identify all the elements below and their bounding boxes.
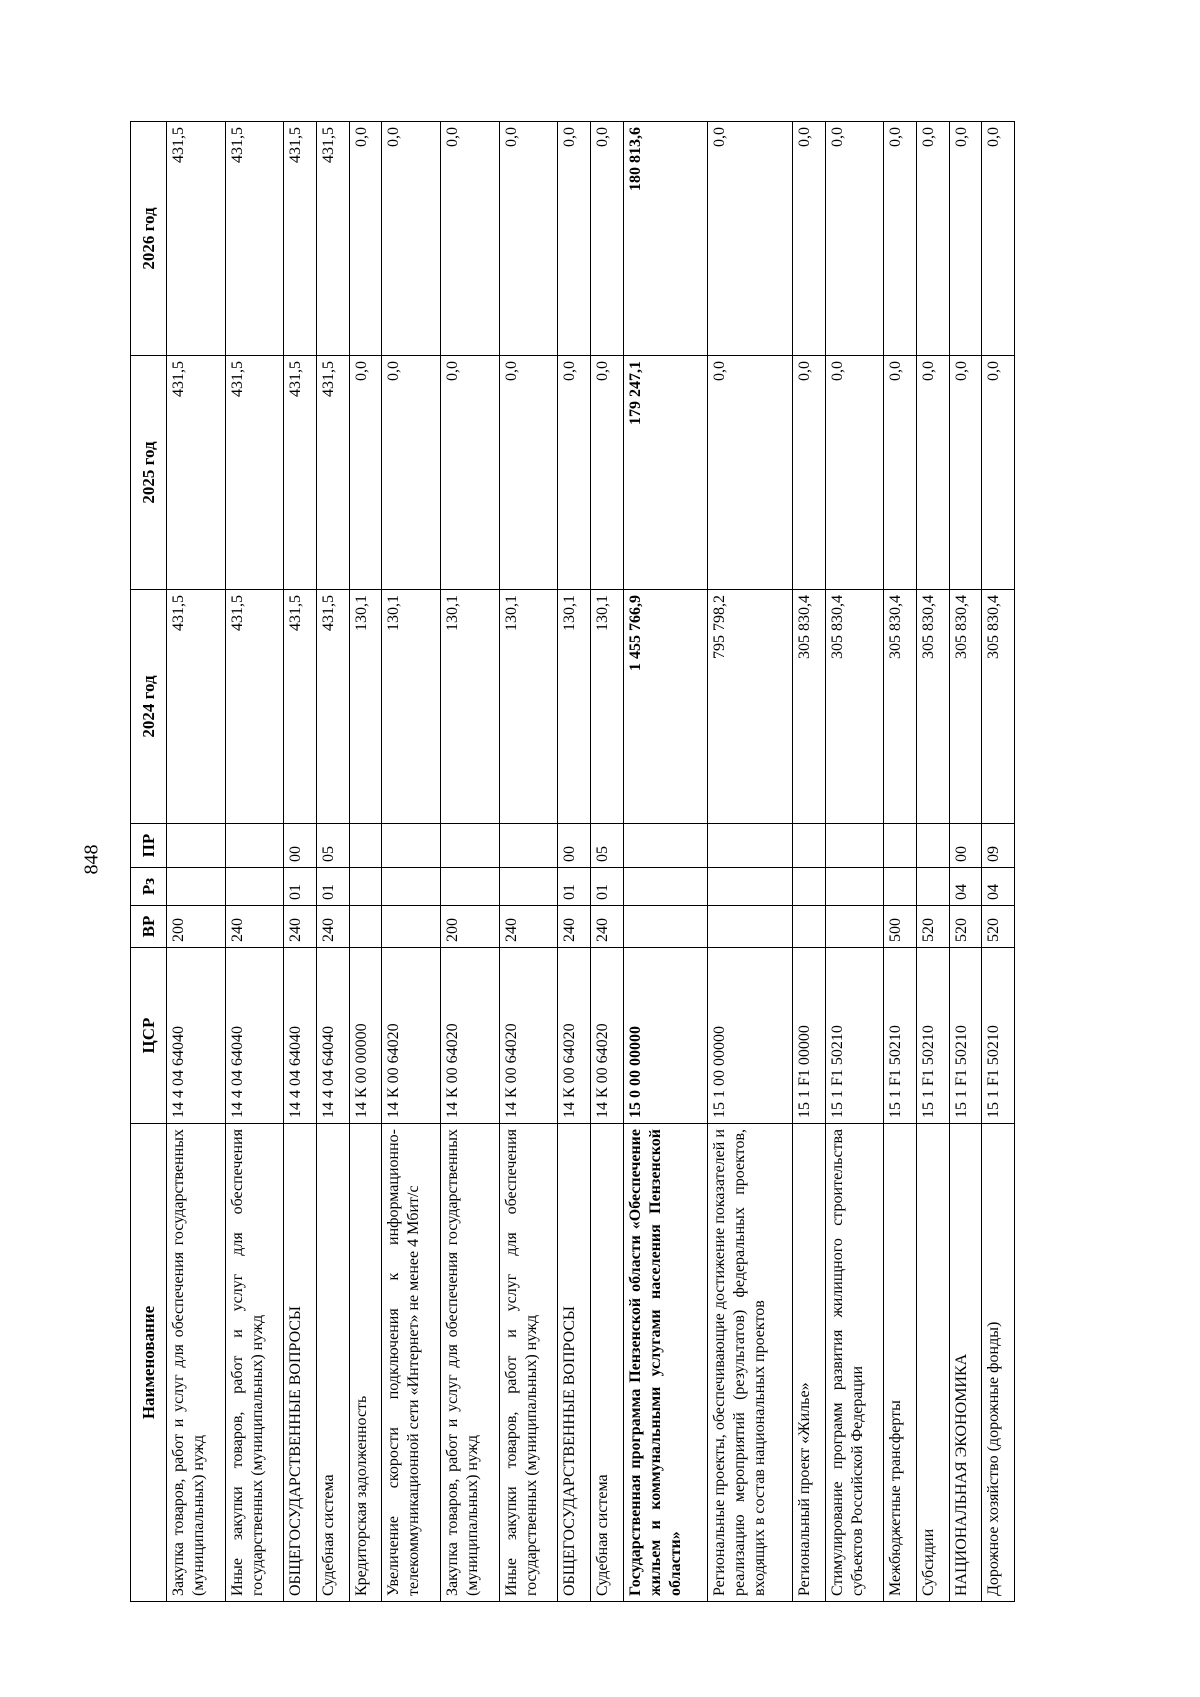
- table-row: [590, 122, 623, 1602]
- cell-vr: [708, 906, 793, 948]
- cell-name: Межбюджетные трансферты: [884, 1124, 917, 1602]
- cell-pr: [825, 824, 884, 868]
- cell-pr: [793, 824, 826, 868]
- cell-y2026: 180 813,6: [623, 122, 708, 356]
- cell-y2026: 0,0: [917, 122, 950, 356]
- cell-vr: 200: [167, 906, 226, 948]
- cell-vr: [793, 906, 826, 948]
- cell-pr: [884, 824, 917, 868]
- cell-y2025: 0,0: [349, 356, 382, 590]
- cell-csr: 14 К 00 64020: [590, 948, 623, 1124]
- table-row: [440, 122, 499, 1602]
- header-vr: ВР: [131, 906, 167, 948]
- cell-y2026: 0,0: [884, 122, 917, 356]
- cell-y2025: 0,0: [884, 356, 917, 590]
- cell-pr: [917, 824, 950, 868]
- table-row: [623, 122, 708, 1602]
- cell-rz: 01: [284, 868, 317, 906]
- table-row: [317, 122, 350, 1602]
- cell-vr: 240: [558, 906, 591, 948]
- cell-pr: [708, 824, 793, 868]
- cell-name: Дорожное хозяйство (дорожные фонды): [982, 1124, 1015, 1602]
- cell-vr: 240: [590, 906, 623, 948]
- cell-y2026: 431,5: [167, 122, 226, 356]
- table-body: [167, 122, 1015, 1602]
- cell-name: Судебная система: [590, 1124, 623, 1602]
- cell-y2024: 130,1: [349, 590, 382, 824]
- cell-rz: 01: [317, 868, 350, 906]
- cell-y2025: 431,5: [284, 356, 317, 590]
- cell-y2026: 0,0: [708, 122, 793, 356]
- cell-pr: 09: [982, 824, 1015, 868]
- header-csr: ЦСР: [131, 948, 167, 1124]
- cell-y2026: 0,0: [590, 122, 623, 356]
- budget-table: [130, 121, 1015, 1602]
- cell-vr: 240: [225, 906, 284, 948]
- cell-csr: 14 4 04 64040: [317, 948, 350, 1124]
- cell-pr: [167, 824, 226, 868]
- cell-rz: [499, 868, 558, 906]
- cell-vr: 500: [884, 906, 917, 948]
- cell-rz: [382, 868, 441, 906]
- cell-csr: 14 4 04 64040: [284, 948, 317, 1124]
- cell-rz: [623, 868, 708, 906]
- cell-rz: [349, 868, 382, 906]
- cell-y2025: 431,5: [317, 356, 350, 590]
- cell-csr: 15 1 F1 50210: [917, 948, 950, 1124]
- cell-name: Кредиторская задолженность: [349, 1124, 382, 1602]
- cell-y2024: 431,5: [284, 590, 317, 824]
- cell-pr: 00: [558, 824, 591, 868]
- table-row: [349, 122, 382, 1602]
- cell-y2025: 0,0: [382, 356, 441, 590]
- cell-y2025: 0,0: [440, 356, 499, 590]
- cell-y2026: 0,0: [982, 122, 1015, 356]
- cell-y2026: 0,0: [349, 122, 382, 356]
- cell-y2026: 0,0: [558, 122, 591, 356]
- cell-name: Стимулирование программ развития жилищного строительства субъектов Российской Федерации: [825, 1124, 884, 1602]
- cell-csr: 14 К 00 00000: [349, 948, 382, 1124]
- cell-y2025: 0,0: [590, 356, 623, 590]
- cell-y2026: 0,0: [499, 122, 558, 356]
- cell-y2026: 431,5: [225, 122, 284, 356]
- cell-csr: 15 1 F1 50210: [949, 948, 982, 1124]
- cell-pr: [225, 824, 284, 868]
- cell-y2025: 179 247,1: [623, 356, 708, 590]
- cell-name: Иные закупки товаров, работ и услуг для обеспечения государственных (муниципальных) нужд: [499, 1124, 558, 1602]
- cell-y2025: 0,0: [949, 356, 982, 590]
- cell-y2024: 130,1: [382, 590, 441, 824]
- cell-y2024: 305 830,4: [917, 590, 950, 824]
- cell-rz: [440, 868, 499, 906]
- cell-pr: 05: [317, 824, 350, 868]
- cell-name: НАЦИОНАЛЬНАЯ ЭКОНОМИКА: [949, 1124, 982, 1602]
- cell-vr: 520: [982, 906, 1015, 948]
- cell-name: Государственная программа Пензенской области «Обеспечение жильем и коммунальными услугами населения Пензенской области»: [623, 1124, 708, 1602]
- cell-rz: [225, 868, 284, 906]
- cell-csr: 15 1 F1 00000: [793, 948, 826, 1124]
- cell-rz: [708, 868, 793, 906]
- cell-y2025: 0,0: [499, 356, 558, 590]
- header-2024: 2024 год: [131, 590, 167, 824]
- cell-y2024: 130,1: [590, 590, 623, 824]
- cell-csr: 14 К 00 64020: [558, 948, 591, 1124]
- cell-csr: 14 К 00 64020: [382, 948, 441, 1124]
- cell-rz: 04: [982, 868, 1015, 906]
- cell-y2024: 431,5: [317, 590, 350, 824]
- table-row: [949, 122, 982, 1602]
- cell-y2025: 0,0: [558, 356, 591, 590]
- cell-y2024: 795 798,2: [708, 590, 793, 824]
- table-row: [382, 122, 441, 1602]
- cell-csr: 15 1 F1 50210: [982, 948, 1015, 1124]
- cell-rz: [917, 868, 950, 906]
- cell-pr: 05: [590, 824, 623, 868]
- header-rz: Рз: [131, 868, 167, 906]
- cell-y2026: 0,0: [382, 122, 441, 356]
- cell-name: Судебная система: [317, 1124, 350, 1602]
- table-row: [793, 122, 826, 1602]
- cell-csr: 14 К 00 64020: [499, 948, 558, 1124]
- cell-y2025: 0,0: [917, 356, 950, 590]
- cell-y2024: 305 830,4: [982, 590, 1015, 824]
- cell-name: Региональные проекты, обеспечивающие достижение показателей и реализацию мероприятий (результатов) федеральных проектов, входящих в состав национальных проектов: [708, 1124, 793, 1602]
- cell-vr: 240: [284, 906, 317, 948]
- table-row: [167, 122, 226, 1602]
- cell-y2025: 0,0: [982, 356, 1015, 590]
- cell-name: Закупка товаров, работ и услуг для обеспечения государственных (муниципальных) нужд: [440, 1124, 499, 1602]
- cell-vr: 240: [317, 906, 350, 948]
- cell-y2024: 130,1: [499, 590, 558, 824]
- cell-csr: 14 4 04 64040: [225, 948, 284, 1124]
- cell-csr: 15 1 F1 50210: [825, 948, 884, 1124]
- cell-y2026: 0,0: [949, 122, 982, 356]
- cell-name: ОБЩЕГОСУДАРСТВЕННЫЕ ВОПРОСЫ: [558, 1124, 591, 1602]
- header-name: Наименование: [131, 1124, 167, 1602]
- cell-pr: [623, 824, 708, 868]
- cell-pr: [382, 824, 441, 868]
- cell-y2024: 305 830,4: [825, 590, 884, 824]
- cell-rz: [884, 868, 917, 906]
- cell-vr: 520: [949, 906, 982, 948]
- cell-name: Закупка товаров, работ и услуг для обеспечения государственных (муниципальных) нужд: [167, 1124, 226, 1602]
- cell-y2026: 431,5: [317, 122, 350, 356]
- cell-rz: [825, 868, 884, 906]
- header-pr: ПР: [131, 824, 167, 868]
- cell-rz: 04: [949, 868, 982, 906]
- cell-pr: 00: [949, 824, 982, 868]
- cell-y2025: 0,0: [825, 356, 884, 590]
- cell-y2026: 431,5: [284, 122, 317, 356]
- cell-y2025: 431,5: [167, 356, 226, 590]
- cell-vr: 240: [499, 906, 558, 948]
- cell-y2025: 0,0: [793, 356, 826, 590]
- cell-name: Иные закупки товаров, работ и услуг для обеспечения государственных (муниципальных) нужд: [225, 1124, 284, 1602]
- table-row: [225, 122, 284, 1602]
- cell-y2026: 0,0: [440, 122, 499, 356]
- cell-name: Субсидии: [917, 1124, 950, 1602]
- cell-csr: 14 4 04 64040: [167, 948, 226, 1124]
- table-row: [825, 122, 884, 1602]
- cell-name: ОБЩЕГОСУДАРСТВЕННЫЕ ВОПРОСЫ: [284, 1124, 317, 1602]
- cell-y2024: 431,5: [225, 590, 284, 824]
- cell-rz: 01: [590, 868, 623, 906]
- table-row: [884, 122, 917, 1602]
- cell-name: Увеличение скорости подключения к информационно-телекоммуникационной сети «Интернет» не менее 4 Мбит/с: [382, 1124, 441, 1602]
- table-row: [917, 122, 950, 1602]
- cell-y2024: 305 830,4: [793, 590, 826, 824]
- table-row: [499, 122, 558, 1602]
- page-number: 848: [80, 844, 103, 875]
- cell-y2024: 130,1: [440, 590, 499, 824]
- cell-y2026: 0,0: [825, 122, 884, 356]
- cell-y2024: 305 830,4: [884, 590, 917, 824]
- table-row: [284, 122, 317, 1602]
- cell-y2025: 0,0: [708, 356, 793, 590]
- cell-name: Региональный проект «Жилье»: [793, 1124, 826, 1602]
- cell-vr: [623, 906, 708, 948]
- header-2026: 2026 год: [131, 122, 167, 356]
- cell-vr: 200: [440, 906, 499, 948]
- table-row: [558, 122, 591, 1602]
- cell-csr: 15 1 00 00000: [708, 948, 793, 1124]
- cell-y2025: 431,5: [225, 356, 284, 590]
- cell-rz: [793, 868, 826, 906]
- cell-csr: 15 0 00 00000: [623, 948, 708, 1124]
- cell-csr: 14 К 00 64020: [440, 948, 499, 1124]
- table-row: [982, 122, 1015, 1602]
- cell-vr: [825, 906, 884, 948]
- cell-pr: 00: [284, 824, 317, 868]
- table-row: [708, 122, 793, 1602]
- header-2025: 2025 год: [131, 356, 167, 590]
- cell-pr: [349, 824, 382, 868]
- cell-y2024: 130,1: [558, 590, 591, 824]
- cell-csr: 15 1 F1 50210: [884, 948, 917, 1124]
- cell-y2024: 431,5: [167, 590, 226, 824]
- rotated-table-container: [130, 122, 1015, 1602]
- cell-rz: [167, 868, 226, 906]
- cell-pr: [499, 824, 558, 868]
- cell-vr: [349, 906, 382, 948]
- cell-y2024: 305 830,4: [949, 590, 982, 824]
- cell-y2024: 1 455 766,9: [623, 590, 708, 824]
- cell-pr: [440, 824, 499, 868]
- cell-vr: [382, 906, 441, 948]
- cell-vr: 520: [917, 906, 950, 948]
- cell-y2026: 0,0: [793, 122, 826, 356]
- cell-rz: 01: [558, 868, 591, 906]
- table-header-row: [131, 122, 167, 1602]
